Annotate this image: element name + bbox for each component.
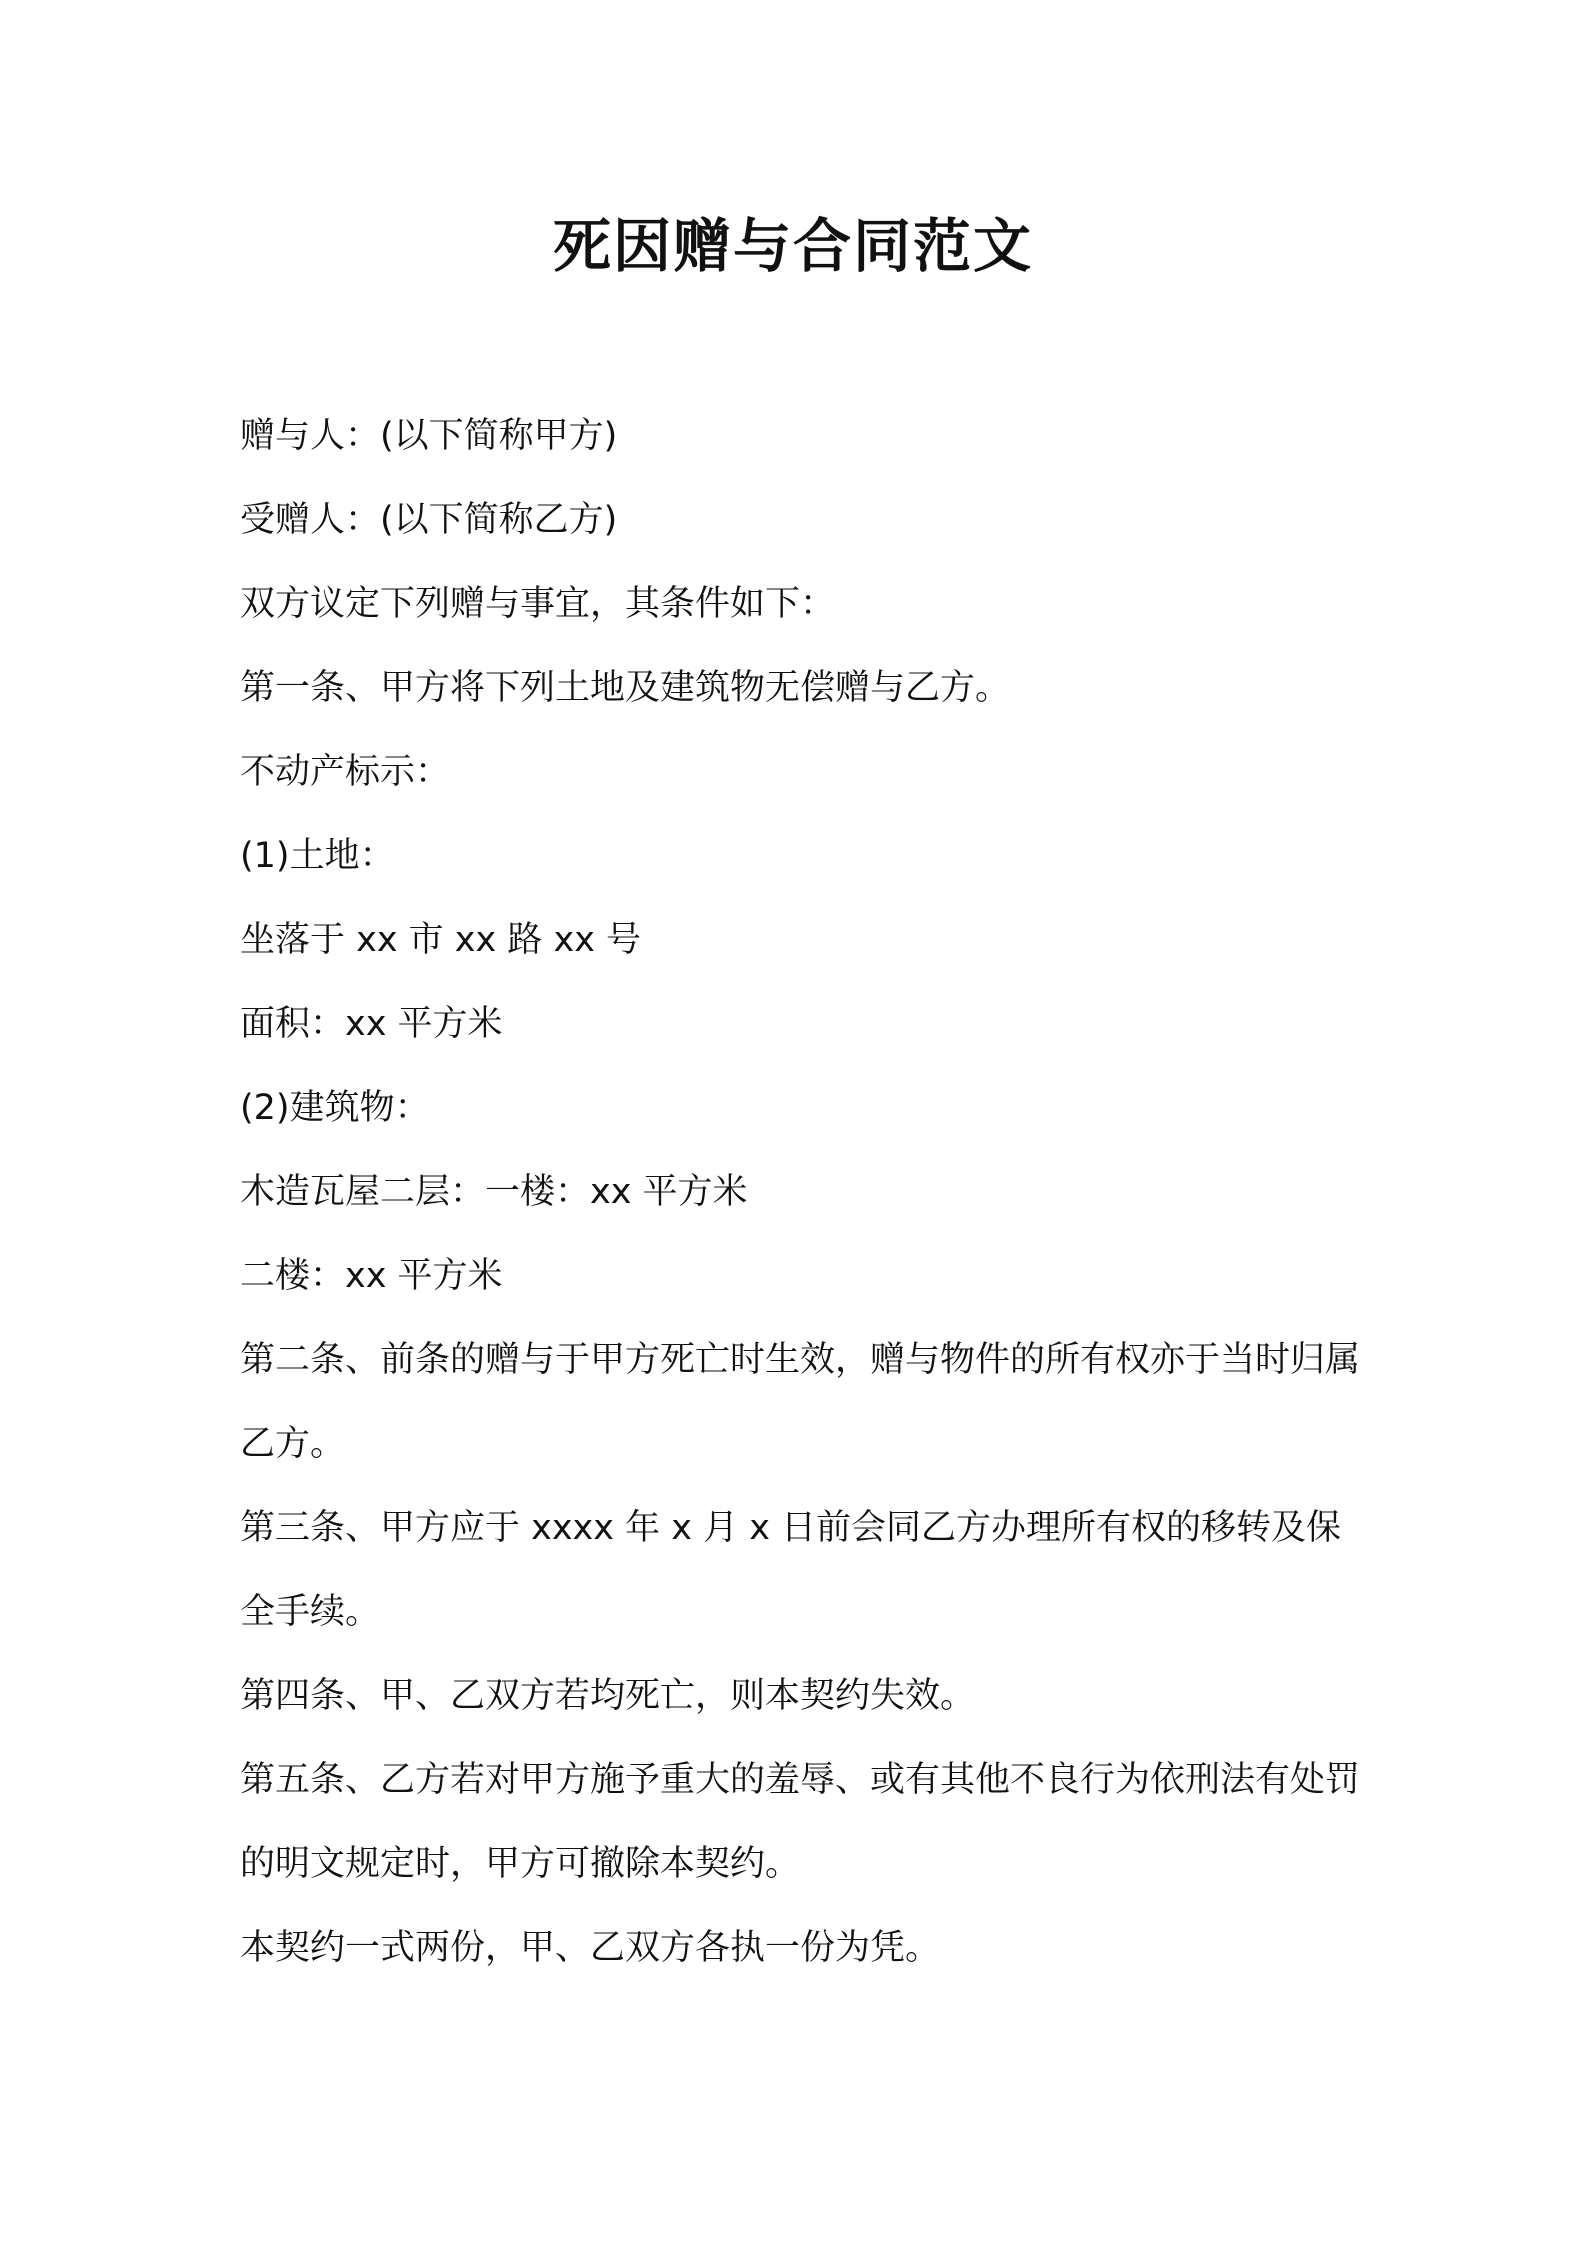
article-2: 第二条、前条的赠与于甲方死亡时生效，赠与物件的所有权亦于当时归属乙方。: [240, 1340, 1361, 1464]
donor-line: 赠与人：(以下简称甲方): [240, 416, 618, 456]
agreement-intro: 双方议定下列赠与事宜，其条件如下：: [240, 584, 836, 624]
document-body: [240, 394, 1360, 1990]
article-4: 第四条、甲、乙双方若均死亡，则本契约失效。: [240, 1676, 976, 1716]
land-heading: (1)土地：: [240, 836, 395, 876]
document-title: 死因赠与合同范文: [552, 212, 1033, 280]
article-1: 第一条、甲方将下列土地及建筑物无偿赠与乙方。: [240, 668, 1011, 708]
land-area: 面积：xx 平方米: [240, 1004, 503, 1044]
building-second-floor: 二楼：xx 平方米: [240, 1256, 503, 1296]
building-first-floor: 木造瓦屋二层：一楼：xx 平方米: [240, 1172, 748, 1212]
closing-clause: 本契约一式两份，甲、乙双方各执一份为凭。: [240, 1928, 941, 1968]
land-location: 坐落于 xx 市 xx 路 xx 号: [240, 920, 642, 960]
article-5: 第五条、乙方若对甲方施予重大的羞辱、或有其他不良行为依刑法有处罚的明文规定时，甲方可撤除本契约。: [240, 1760, 1361, 1884]
building-heading: (2)建筑物：: [240, 1088, 430, 1128]
property-heading: 不动产标示：: [240, 752, 451, 792]
donee-line: 受赠人：(以下简称乙方): [240, 500, 618, 540]
article-3: 第三条、甲方应于 xxxx 年 x 月 x 日前会同乙方办理所有权的移转及保全手续。: [240, 1508, 1342, 1632]
